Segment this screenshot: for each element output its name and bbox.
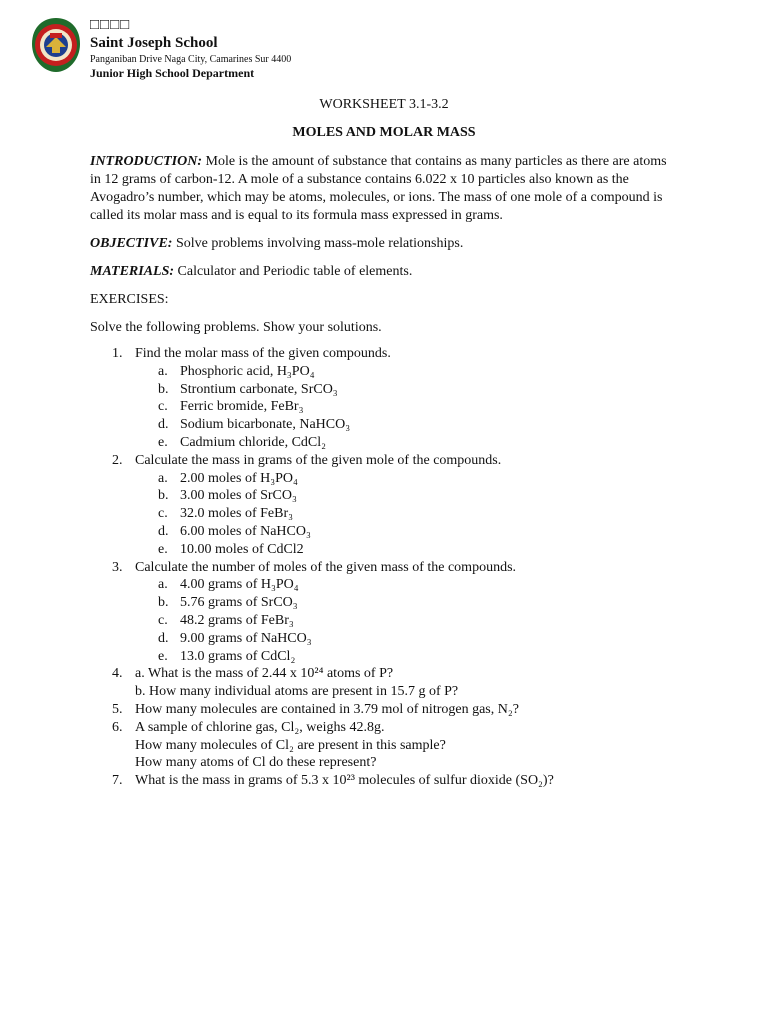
sub-letter: b. bbox=[158, 488, 169, 504]
list-item bbox=[90, 701, 690, 719]
question-text: Find the molar mass of the given compounds. bbox=[135, 346, 391, 361]
sub-letter: d. bbox=[158, 523, 169, 539]
question-number: 6. bbox=[112, 719, 123, 735]
school-name-native-script: □□□□ bbox=[90, 17, 131, 33]
sub-question-text: 6.00 moles of NaHCO₃ bbox=[180, 523, 311, 539]
list-item bbox=[90, 648, 690, 666]
question-continuation: b. How many individual atoms are present in 15.7 g of P? bbox=[135, 684, 459, 700]
list-item bbox=[90, 541, 690, 559]
question-continuation: How many atoms of Cl do these represent? bbox=[135, 755, 377, 771]
school-header bbox=[30, 16, 730, 82]
question-text: How many molecules are contained in 3.79 mol of nitrogen gas, N₂? bbox=[135, 701, 519, 717]
list-item bbox=[90, 612, 690, 630]
sub-letter: b. bbox=[158, 381, 169, 397]
list-item bbox=[90, 363, 690, 381]
question-text: a. What is the mass of 2.44 x 10²⁴ atoms of P? bbox=[135, 666, 394, 682]
list-item bbox=[90, 772, 690, 790]
sub-question-text: 2.00 moles of H₃PO₄ bbox=[180, 470, 298, 486]
question-number: 3. bbox=[112, 559, 123, 575]
sub-letter: d. bbox=[158, 417, 169, 433]
school-address: Panganiban Drive Naga City, Camarines Sur 4400 bbox=[90, 54, 292, 65]
sub-letter: e. bbox=[158, 434, 168, 450]
list-item bbox=[90, 576, 690, 594]
question-text: Calculate the number of moles of the given mass of the compounds. bbox=[135, 559, 517, 575]
list-item bbox=[90, 719, 690, 737]
introduction-paragraph bbox=[90, 153, 680, 225]
sub-letter: b. bbox=[158, 595, 169, 611]
sub-question-text: 5.76 grams of SrCO₃ bbox=[180, 595, 298, 611]
instructions-text: Solve the following problems. Show your solutions. bbox=[90, 320, 382, 335]
worksheet-title: MOLES AND MOLAR MASS bbox=[292, 125, 476, 140]
question-number: 2. bbox=[112, 452, 123, 468]
objective-paragraph bbox=[90, 235, 680, 253]
sub-letter: e. bbox=[158, 541, 168, 557]
worksheet-number: WORKSHEET 3.1-3.2 bbox=[319, 97, 449, 112]
sub-question-text: 9.00 grams of NaHCO₃ bbox=[180, 630, 312, 646]
sub-letter: c. bbox=[158, 399, 168, 415]
sub-letter: d. bbox=[158, 630, 169, 646]
list-item bbox=[90, 398, 690, 416]
question-text: What is the mass in grams of 5.3 x 10²³ molecules of sulfur dioxide (SO₂)? bbox=[135, 773, 554, 789]
introduction-label: INTRODUCTION: bbox=[90, 154, 202, 169]
department-name: Junior High School Department bbox=[90, 66, 255, 80]
sub-letter: c. bbox=[158, 506, 168, 522]
sub-letter: a. bbox=[158, 577, 168, 593]
sub-question-text: 10.00 moles of CdCl2 bbox=[180, 541, 304, 557]
school-name: Saint Joseph School bbox=[90, 35, 218, 51]
question-number: 5. bbox=[112, 701, 123, 717]
objective-text: Solve problems involving mass-mole relationships. bbox=[172, 236, 464, 251]
list-item bbox=[90, 487, 690, 505]
worksheet-body bbox=[90, 153, 680, 347]
list-item bbox=[90, 434, 690, 452]
exercises-heading: EXERCISES: bbox=[90, 292, 169, 307]
list-item bbox=[90, 505, 690, 523]
sub-question-text: 4.00 grams of H₃PO₄ bbox=[180, 577, 299, 593]
list-item bbox=[90, 630, 690, 648]
question-text: Calculate the mass in grams of the given mole of the compounds. bbox=[135, 452, 502, 468]
materials-paragraph bbox=[90, 263, 680, 281]
materials-label: MATERIALS: bbox=[90, 264, 175, 279]
list-item bbox=[90, 523, 690, 541]
list-item bbox=[90, 470, 690, 488]
sub-letter: c. bbox=[158, 612, 168, 628]
question-number: 1. bbox=[112, 346, 123, 361]
sub-letter: a. bbox=[158, 470, 168, 486]
list-item bbox=[90, 416, 690, 434]
list-item bbox=[90, 665, 690, 683]
list-item bbox=[90, 381, 690, 399]
question-text: A sample of chlorine gas, Cl₂, weighs 42.8g. bbox=[135, 719, 385, 735]
question-number: 4. bbox=[112, 666, 123, 682]
school-seal-icon bbox=[30, 16, 82, 74]
sub-question-text: 32.0 moles of FeBr₃ bbox=[180, 506, 293, 522]
question-list bbox=[90, 345, 690, 790]
question-number: 7. bbox=[112, 773, 123, 789]
sub-question-text: 48.2 grams of FeBr₃ bbox=[180, 612, 294, 628]
materials-text: Calculator and Periodic table of elements. bbox=[174, 264, 413, 279]
list-item bbox=[90, 559, 690, 577]
question-continuation: How many molecules of Cl₂ are present in this sample? bbox=[135, 737, 446, 753]
list-item bbox=[90, 345, 690, 363]
sub-question-text: Ferric bromide, FeBr₃ bbox=[180, 399, 304, 415]
sub-question-text: Phosphoric acid, H₃PO₄ bbox=[180, 363, 315, 379]
sub-letter: e. bbox=[158, 648, 168, 664]
sub-question-text: Cadmium chloride, CdCl₂ bbox=[180, 434, 327, 450]
introduction-text: Mole is the amount of substance that contains as many particles as there are atoms in 12 grams of carbon-12. A mole of a substance contains 6.022 x 10 particles also known as the Avogadro’s number, which may be atoms, molecules, or ions. The mass of one mole of a compound is called its molar mass and is equal to its formula mass expressed in grams. bbox=[90, 154, 667, 223]
list-item bbox=[90, 594, 690, 612]
sub-letter: a. bbox=[158, 363, 168, 379]
sub-question-text: Strontium carbonate, SrCO₃ bbox=[180, 381, 338, 397]
objective-label: OBJECTIVE: bbox=[90, 236, 173, 251]
sub-question-text: 3.00 moles of SrCO₃ bbox=[180, 488, 297, 504]
list-item bbox=[90, 452, 690, 470]
sub-question-text: 13.0 grams of CdCl₂ bbox=[180, 648, 296, 664]
sub-question-text: Sodium bicarbonate, NaHCO₃ bbox=[180, 417, 351, 433]
